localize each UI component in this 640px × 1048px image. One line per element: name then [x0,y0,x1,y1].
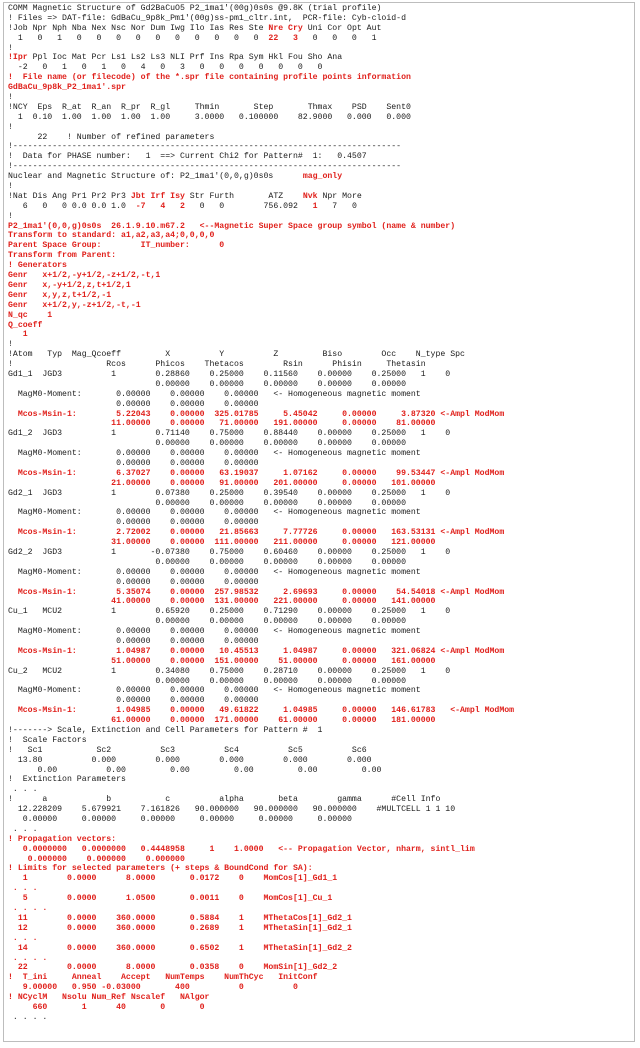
line-text: ! a b c alpha beta gamma #Cell Info [8,795,441,805]
listing-line [8,63,634,73]
highlighted-text: Mcos-Msin-1: 1.04985 0.00000 49.61822 1.04985 0.00000 146.61783 <-Ampl ModMom [8,706,515,716]
listing-line [8,241,634,251]
listing-line [8,410,634,420]
listing-line [8,479,634,489]
listing-line [8,4,634,14]
listing-line [8,944,634,954]
listing-line [8,835,634,845]
highlighted-text: !Ipr [8,53,28,63]
highlighted-text: N_qc 1 [8,310,53,320]
listing-line [8,558,634,568]
listing-line [8,400,634,410]
line-text: MagM0-Moment: 0.00000 0.00000 0.00000 <- Homogeneous magnetic moment [8,389,421,399]
line-text: 1 0 1 0 0 0 0 0 0 0 0 0 0 [8,33,269,43]
highlighted-text: 660 1 40 0 0 [8,1002,205,1012]
highlighted-text: Mcos-Msin-1: 6.37027 0.00000 63.19037 1.07162 0.00000 99.53447 <-Ampl ModMom [8,468,505,478]
highlighted-text: Genr x+1/2,-y+1/2,-z+1/2,-t,1 [8,271,161,281]
listing-line [8,222,634,232]
line-text: Gd2_1 JGD3 1 0.07380 0.25000 0.39540 0.00000 0.25000 1 0 [8,488,451,498]
listing-line [8,370,634,380]
highlighted-text: 12 0.0000 360.0000 0.2689 1 MThetaSin[1]_Gd2_1 [8,923,352,933]
line-text: 0.00 0.00 0.00 0.00 0.00 0.00 [8,765,382,775]
highlighted-text: Genr x,-y+1/2,z,t+1/2,1 [8,280,131,290]
highlighted-text: Mcos-Msin-1: 2.72002 0.00000 21.85663 7.77726 0.00000 163.53131 <-Ampl ModMom [8,528,505,538]
listing-line [8,271,634,281]
line-text: 22 ! Number of refined parameters [8,132,215,142]
highlighted-text: 61.00000 0.00000 171.00000 61.00000 0.00000 181.00000 [8,716,436,726]
line-text: 12.228209 5.679921 7.161826 90.000000 90.000000 90.000000 #MULTCELL 1 1 10 [8,805,456,815]
highlighted-text: 1 [312,201,318,211]
line-text: MagM0-Moment: 0.00000 0.00000 0.00000 <- Homogeneous magnetic moment [8,627,421,637]
highlighted-text: Mcos-Msin-1: 5.22043 0.00000 325.01785 5.45042 0.00000 3.87320 <-Ampl ModMom [8,409,505,419]
line-text: ! [8,340,13,350]
listing-line [8,449,634,459]
listing-line [8,924,634,934]
pcr-file-listing [3,2,635,1042]
listing-line [8,696,634,706]
listing-line [8,815,634,825]
listing-line [8,330,634,340]
line-text: 0.00000 0.00000 0.00000 0.00000 0.00000 [8,439,406,449]
line-text: Uni Cor Opt Aut [302,23,382,33]
line-text: 7 0 [317,201,357,211]
listing-line [8,212,634,222]
listing-line [8,360,634,370]
line-text: !------------------------------------------------------------------------------- [8,142,402,152]
listing-line [8,123,634,133]
listing-line [8,508,634,518]
line-text: 0 0 0 1 [297,33,377,43]
line-text: . . . [8,824,38,834]
line-text: Gd1_1 JGD3 1 0.28860 0.25000 0.11560 0.00000 0.25000 1 0 [8,369,451,379]
listing-line [8,301,634,311]
listing-line [8,756,634,766]
line-text: ! [8,182,13,192]
listing-line [8,775,634,785]
listing-line [8,231,634,241]
listing-line [8,914,634,924]
listing-line [8,34,634,44]
listing-line [8,133,634,143]
highlighted-text: mag_only [302,172,343,182]
highlighted-text: 5 0.0000 1.0500 0.0011 0 MomCos[1]_Cu_1 [8,894,333,904]
listing-line [8,499,634,509]
line-text: Gd2_2 JGD3 1 -0.07380 0.75000 0.60460 0.00000 0.25000 1 0 [8,547,451,557]
listing-line [8,83,634,93]
listing-line [8,884,634,894]
listing-line [8,340,634,350]
listing-line [8,845,634,855]
listing-line [8,568,634,578]
listing-line [8,667,634,677]
line-text: 0.00000 0.00000 0.00000 0.00000 0.00000 [8,498,406,508]
line-text: 0.00000 0.00000 0.00000 0.00000 0.00000 [8,676,406,686]
line-text: ! Data for PHASE number: 1 ==> Current Chi2 for Pattern# 1: 0.4507 [8,152,367,162]
line-text: ! [8,93,13,103]
line-text: Ppl Ioc Mat Pcr Ls1 Ls2 Ls3 NLI Prf Ins Rpa Sym Hkl Fou Sho Ana [27,53,343,63]
listing-line [8,439,634,449]
highlighted-text: P2_1ma1'(0,0,g)0s0s 26.1.9.10.m67.2 <--Magnetic Super Space group symbol (name & number) [8,221,456,231]
highlighted-text: Transform to standard: a1,a2,a3,a4;0,0,0,0 [8,231,215,241]
line-text: !Nat Dis Ang Pr1 Pr2 Pr3 [8,191,131,201]
listing-line [8,894,634,904]
highlighted-text: 1 0.0000 8.0000 0.0172 0 MomCos[1]_Gd1_1 [8,874,338,884]
listing-line [8,726,634,736]
listing-line [8,350,634,360]
listing-line [8,805,634,815]
highlighted-text: Nvk [302,191,318,201]
line-text: Cu_1 MCU2 1 0.65920 0.25000 0.71290 0.00000 0.25000 1 0 [8,607,451,617]
listing-line [8,182,634,192]
line-text: . . . [8,785,38,795]
highlighted-text: 0.000000 0.000000 0.000000 [8,854,185,864]
listing-line [8,548,634,558]
listing-line [8,162,634,172]
listing-line [8,321,634,331]
listing-line [8,251,634,261]
line-text: !------------------------------------------------------------------------------- [8,162,402,172]
line-text: 1 0.10 1.00 1.00 1.00 1.00 3.0000 0.100000 82.9000 0.000 0.000 [8,112,411,122]
highlighted-text: 14 0.0000 360.0000 0.6502 1 MThetaSin[1]_Gd2_2 [8,943,352,953]
highlighted-text: 41.00000 0.00000 131.00000 221.00000 0.00000 141.00000 [8,597,436,607]
line-text: ! Files => DAT-file: GdBaCu_9p8k_Pm1'(00g)ss-pm1_cltr.int, PCR-file: Cyb-cloid-d [8,13,406,23]
line-text: 0.00000 0.00000 0.00000 [8,637,259,646]
line-text: ! [8,43,13,53]
listing-line [8,291,634,301]
line-text: ! Scale Factors [8,735,87,745]
line-text: 0.00000 0.00000 0.00000 0.00000 0.00000 0.00000 [8,815,352,825]
listing-line [8,588,634,598]
line-text: 0.00000 0.00000 0.00000 0.00000 0.00000 [8,617,406,627]
highlighted-text: Q_coeff [8,320,43,330]
highlighted-text: . . . . [8,953,48,963]
highlighted-text: ! Generators [8,261,67,271]
highlighted-text: Jbt Irf Isy [130,191,185,201]
listing-line [8,44,634,54]
listing-line [8,419,634,429]
line-text: -2 0 1 0 1 0 4 0 3 0 0 0 0 0 0 0 [8,63,323,73]
listing-line [8,202,634,212]
highlighted-text: 11.00000 0.00000 71.00000 191.00000 0.00000 81.00000 [8,419,436,429]
highlighted-text: Transform from Parent: [8,251,117,261]
listing-line [8,934,634,944]
listing-line [8,311,634,321]
highlighted-text: 22 0.0000 8.0000 0.0358 0 MomSin[1]_Gd2_2 [8,963,338,973]
listing-line [8,904,634,914]
line-text: !Job Npr Nph Nba Nex Nsc Nor Dum Iwg Ilo Ias Res Ste [8,23,269,33]
highlighted-text: 9.00000 0.950 -0.03000 400 0 0 [8,983,298,993]
line-text: 6 0 0 0.0 0.0 1.0 [8,201,136,211]
highlighted-text: ! NCyclM Nsolu Num_Ref Nscalef NAlgor [8,993,210,1003]
line-text: ! [8,122,13,132]
listing-line [8,963,634,973]
listing-line [8,677,634,687]
highlighted-text: 1 [8,330,28,340]
highlighted-text: ! T_ini Anneal Accept NumTemps NumThCyc InitConf [8,973,318,983]
highlighted-text: ! File name (or filecode) of the *.spr file containing profile points information [8,73,411,83]
listing-line [8,597,634,607]
listing-line [8,607,634,617]
line-text: ! Sc1 Sc2 Sc3 Sc4 Sc5 Sc6 [8,745,367,755]
listing-line [8,825,634,835]
line-text: 0 0 756.092 [184,201,313,211]
listing-line [8,14,634,24]
listing-line [8,172,634,182]
listing-line [8,627,634,637]
line-text: COMM Magnetic Structure of Gd2BaCuO5 P2_1ma1'(00g)0s0s @9.8K (trial profile) [8,4,382,13]
line-text: ! Rcos Phicos Thetacos Rsin Phisin Thetasin [8,360,426,370]
listing-line [8,855,634,865]
highlighted-text: . . . [8,933,38,943]
highlighted-text: ! Propagation vectors: [8,834,117,844]
line-text: 0.00000 0.00000 0.00000 [8,518,259,528]
listing-line [8,716,634,726]
line-text: MagM0-Moment: 0.00000 0.00000 0.00000 <- Homogeneous magnetic moment [8,449,421,459]
listing-line [8,973,634,983]
listing-line [8,578,634,588]
highlighted-text: 21.00000 0.00000 91.00000 201.00000 0.00000 101.00000 [8,478,436,488]
listing-line [8,429,634,439]
line-text: ! [8,211,13,221]
highlighted-text: Mcos-Msin-1: 5.35074 0.00000 257.98532 2.69693 0.00000 54.54018 <-Ampl ModMom [8,587,505,597]
line-text: !Atom Typ Mag_Qcoeff X Y Z Biso Occ N_type Spc [8,350,465,360]
listing-line [8,954,634,964]
line-text: MagM0-Moment: 0.00000 0.00000 0.00000 <- Homogeneous magnetic moment [8,686,421,696]
listing-line [8,113,634,123]
listing-line [8,261,634,271]
line-text: ! Extinction Parameters [8,775,126,785]
highlighted-text: 11 0.0000 360.0000 0.5884 1 MThetaCos[1]_Gd2_1 [8,913,352,923]
listing-line [8,281,634,291]
listing-line [8,93,634,103]
line-text: Npr More [317,191,362,201]
line-text: Nuclear and Magnetic Structure of: P2_1ma1'(0,0,g)0s0s [8,172,303,182]
listing-line [8,785,634,795]
listing-line [8,459,634,469]
listing-line [8,993,634,1003]
highlighted-text: GdBaCu_9p8k_P2_1ma1'.spr [8,83,126,93]
line-text: Str Furth ATZ [184,191,303,201]
highlighted-text: 51.00000 0.00000 151.00000 51.00000 0.00000 161.00000 [8,656,436,666]
line-text: 13.80 0.000 0.000 0.000 0.000 0.000 [8,755,372,765]
line-text: 0.00000 0.00000 0.00000 0.00000 0.00000 [8,379,406,389]
listing-line [8,469,634,479]
line-text: 0.00000 0.00000 0.00000 [8,399,259,409]
listing-line [8,1003,634,1013]
highlighted-text: 0.0000000 0.0000000 0.4448958 1 1.0000 <-- Propagation Vector, nharm, sintl_lim [8,844,475,854]
line-text: 0.00000 0.00000 0.00000 [8,696,259,706]
line-text: MagM0-Moment: 0.00000 0.00000 0.00000 <- Homogeneous magnetic moment [8,567,421,577]
line-text: !-------> Scale, Extinction and Cell Parameters for Pattern # 1 [8,726,323,736]
line-text: !NCY Eps R_at R_an R_pr R_gl Thmin Step Thmax PSD Sent0 [8,102,411,112]
listing-line [8,795,634,805]
listing-line [8,864,634,874]
line-text: MagM0-Moment: 0.00000 0.00000 0.00000 <- Homogeneous magnetic moment [8,508,421,518]
highlighted-text: Parent Space Group: IT_number: 0 [8,241,225,251]
highlighted-text: Genr x+1/2,y,-z+1/2,-t,-1 [8,300,141,310]
highlighted-text: ! Limits for selected parameters (+ steps & BoundCond for SA): [8,864,313,874]
listing-line [8,686,634,696]
listing-line [8,637,634,647]
listing-line [8,983,634,993]
listing-line [8,142,634,152]
listing-line [8,874,634,884]
listing-line [8,736,634,746]
highlighted-text: Genr x,y,z,t+1/2,-1 [8,290,112,300]
line-text: . . . . [8,1012,48,1022]
listing-line [8,617,634,627]
highlighted-text: Nre Cry [268,23,303,33]
line-text: Cu_2 MCU2 1 0.34080 0.75000 0.28710 0.00000 0.25000 1 0 [8,666,451,676]
listing-line [8,706,634,716]
listing-line [8,152,634,162]
highlighted-text: Mcos-Msin-1: 1.04987 0.00000 10.45513 1.04987 0.00000 321.06824 <-Ampl ModMom [8,646,505,656]
highlighted-text: 31.00000 0.00000 111.00000 211.00000 0.00000 121.00000 [8,538,436,548]
listing-line [8,647,634,657]
listing-line [8,1013,634,1023]
listing-line [8,192,634,202]
listing-line [8,380,634,390]
listing-line [8,73,634,83]
highlighted-text: 22 3 [268,33,298,43]
line-text: 0.00000 0.00000 0.00000 [8,458,259,468]
listing-line [8,53,634,63]
listing-line [8,103,634,113]
listing-line [8,518,634,528]
line-text: 0.00000 0.00000 0.00000 0.00000 0.00000 [8,557,406,567]
listing-line [8,746,634,756]
listing-line [8,538,634,548]
listing-line [8,528,634,538]
listing-line [8,390,634,400]
highlighted-text: . . . . [8,904,48,914]
highlighted-text: -7 4 2 [135,201,185,211]
listing-line [8,657,634,667]
listing-line [8,24,634,34]
listing-line [8,489,634,499]
highlighted-text: . . . [8,884,38,894]
listing-line [8,766,634,776]
line-text: 0.00000 0.00000 0.00000 [8,577,259,587]
line-text: Gd1_2 JGD3 1 0.71140 0.75000 0.88440 0.00000 0.25000 1 0 [8,429,451,439]
